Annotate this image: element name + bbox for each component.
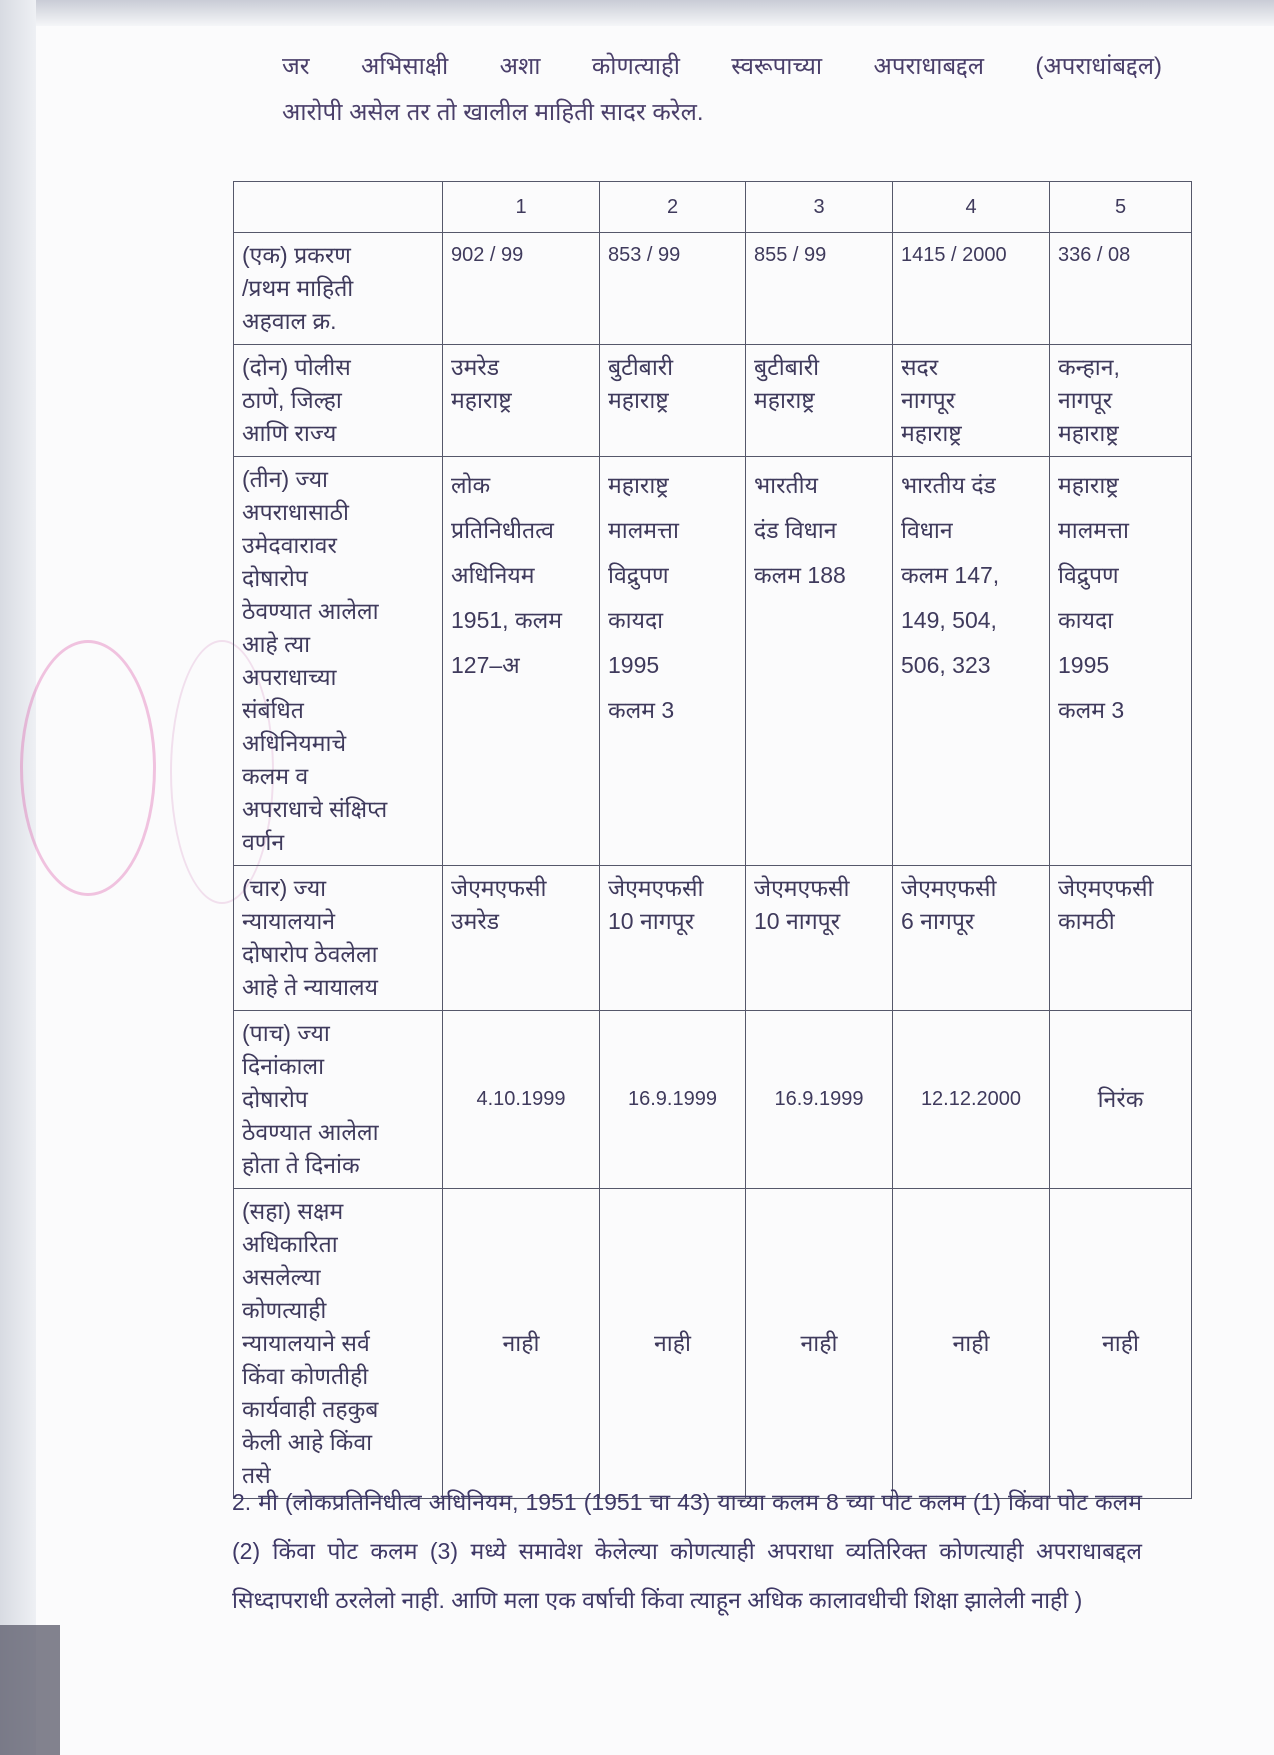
table-cell: उमरेड महाराष्ट्र: [443, 345, 600, 457]
table-cell: भारतीय दंड विधान कलम 188: [746, 457, 893, 866]
table-cell: बुटीबारी महाराष्ट्र: [600, 345, 746, 457]
notary-seal-stamp: [20, 640, 156, 896]
table-row: [234, 457, 1192, 866]
table-cell: जेएमएफसी 10 नागपूर: [746, 866, 893, 1011]
table-cell: महाराष्ट्र मालमत्ता विद्रुपण कायदा 1995 कलम 3: [1050, 457, 1192, 866]
table-cell: नाही: [746, 1189, 893, 1499]
declaration-paragraph: 2. मी (लोकप्रतिनिधीत्व अधिनियम, 1951 (1951 चा 43) याच्या कलम 8 च्या पोट कलम (1) किंवा पोट कलम (2) किंवा पोट कलम (3) मध्ये समावेश केलेल्या कोणत्याही अपराधा व्यतिरिक्त कोणत्याही अपराधाबद्दल सिध्दापराधी ठरलेलो नाही. आणि मला एक वर्षाची किंवा त्याहून अधिक कालावधीची शिक्षा झालेली नाही ): [232, 1489, 1142, 1613]
table-cell: जेएमएफसी 6 नागपूर: [893, 866, 1050, 1011]
table-cell: 336 / 08: [1050, 233, 1192, 345]
column-header: 3: [746, 182, 893, 233]
column-header: 2: [600, 182, 746, 233]
scan-edge-bottom: [0, 1625, 60, 1755]
intro-word: कोणत्याही: [591, 53, 680, 80]
row-label: (एक) प्रकरण /प्रथम माहिती अहवाल क्र.: [234, 233, 443, 345]
table-cell: कन्हान, नागपूर महाराष्ट्र: [1050, 345, 1192, 457]
intro-word: स्वरूपाच्या: [731, 53, 823, 80]
table-row: [234, 345, 1192, 457]
intro-line-1: [282, 44, 1162, 90]
row-label: (चार) ज्या न्यायालयाने दोषारोप ठेवलेला आहे ते न्यायालय: [234, 866, 443, 1011]
table-cell: भारतीय दंड विधान कलम 147, 149, 504, 506, 323: [893, 457, 1050, 866]
column-header: 5: [1050, 182, 1192, 233]
table-cell: लोक प्रतिनिधीतत्व अधिनियम 1951, कलम 127–अ: [443, 457, 600, 866]
row-label: (तीन) ज्या अपराधासाठी उमेदवारावर दोषारोप ठेवण्यात आलेला आहे त्या अपराधाच्या संबंधित अधिनियमाचे कलम व अपराधाचे संक्षिप्त वर्णन: [234, 457, 443, 866]
table-cell: 12.12.2000: [893, 1011, 1050, 1189]
intro-word: जर: [282, 53, 310, 80]
table-cell: जेएमएफसी उमरेड: [443, 866, 600, 1011]
column-header: 1: [443, 182, 600, 233]
table-cell: नाही: [443, 1189, 600, 1499]
column-header: 4: [893, 182, 1050, 233]
table-cell: 16.9.1999: [746, 1011, 893, 1189]
table-header-row: [234, 182, 1192, 233]
table-cell: 902 / 99: [443, 233, 600, 345]
table-row: [234, 233, 1192, 345]
row-label: (सहा) सक्षम अधिकारिता असलेल्या कोणत्याही न्यायालयाने सर्व किंवा कोणतीही कार्यवाही तहकुब केली आहे किंवा तसे: [234, 1189, 443, 1499]
table-cell: महाराष्ट्र मालमत्ता विद्रुपण कायदा 1995 कलम 3: [600, 457, 746, 866]
intro-word: अपराधाबद्दल: [873, 53, 985, 80]
table-cell: 855 / 99: [746, 233, 893, 345]
criminal-cases-table: [233, 181, 1192, 1499]
table-cell: जेएमएफसी कामठी: [1050, 866, 1192, 1011]
intro-word: अभिसाक्षी: [360, 53, 449, 80]
intro-word: अशा: [499, 53, 541, 80]
scan-edge-left: [0, 0, 36, 1755]
row-label: (दोन) पोलीस ठाणे, जिल्हा आणि राज्य: [234, 345, 443, 457]
table-cell: 853 / 99: [600, 233, 746, 345]
table-cell: 4.10.1999: [443, 1011, 600, 1189]
table-cell: 16.9.1999: [600, 1011, 746, 1189]
table-cell: 1415 / 2000: [893, 233, 1050, 345]
table-row: [234, 1189, 1192, 1499]
intro-text: [282, 44, 1162, 136]
table-row: [234, 866, 1192, 1011]
table-cell: सदर नागपूर महाराष्ट्र: [893, 345, 1050, 457]
table-cell: जेएमएफसी 10 नागपूर: [600, 866, 746, 1011]
table-cell: नाही: [600, 1189, 746, 1499]
scan-edge-top: [0, 0, 1274, 26]
table-cell: नाही: [893, 1189, 1050, 1499]
intro-line-2: आरोपी असेल तर तो खालील माहिती सादर करेल.: [282, 99, 704, 126]
table-cell: नाही: [1050, 1189, 1192, 1499]
table-cell: बुटीबारी महाराष्ट्र: [746, 345, 893, 457]
table-cell: निरंक: [1050, 1011, 1192, 1189]
intro-word: (अपराधांबद्दल): [1035, 53, 1162, 80]
column-header: [234, 182, 443, 233]
row-label: (पाच) ज्या दिनांकाला दोषारोप ठेवण्यात आलेला होता ते दिनांक: [234, 1011, 443, 1189]
table-row: [234, 1011, 1192, 1189]
